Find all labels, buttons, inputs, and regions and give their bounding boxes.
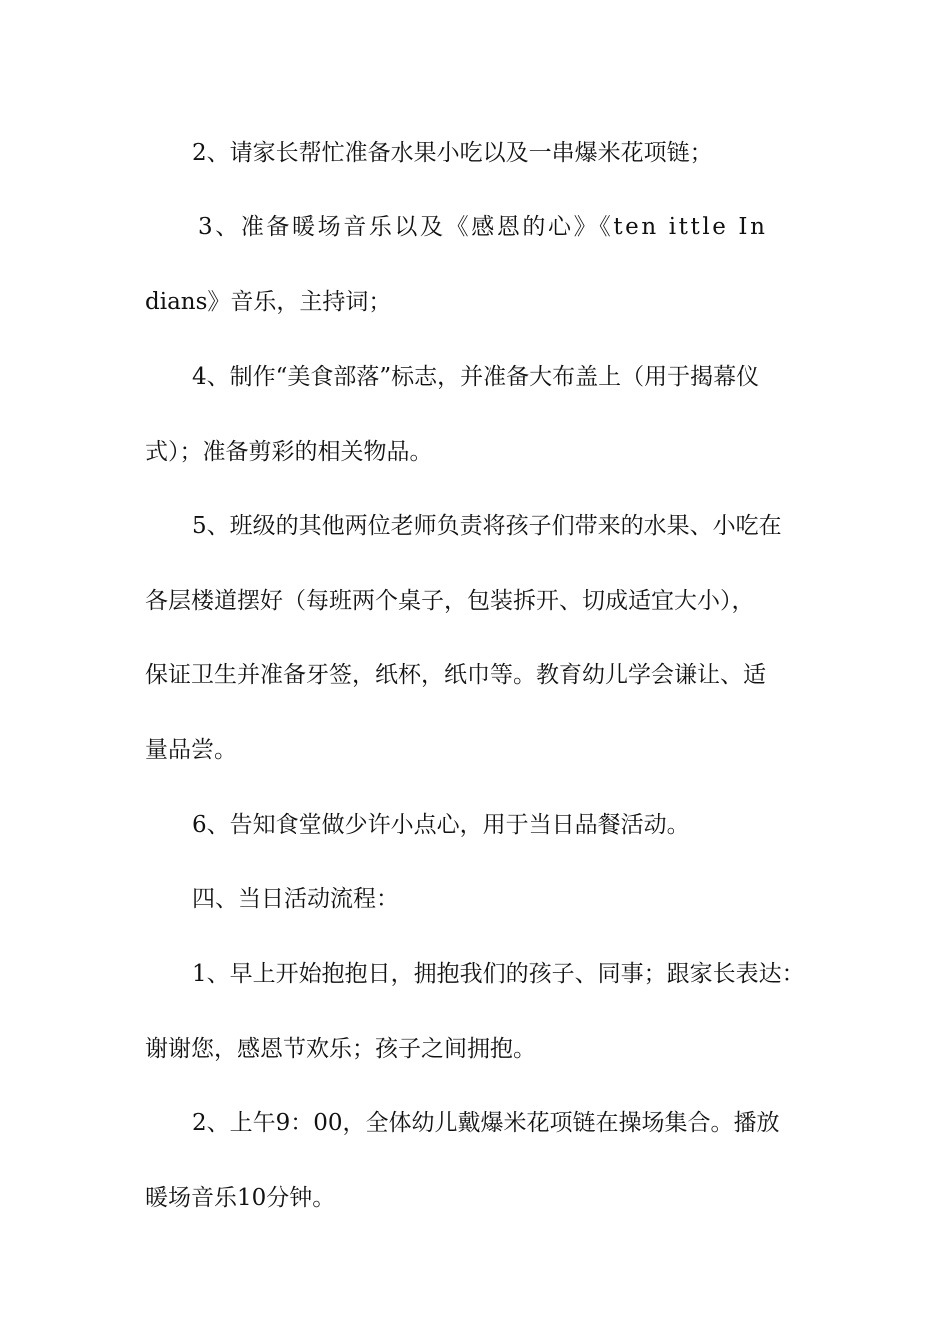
paragraph-line: 2、上午9：00，全体幼儿戴爆米花项链在操场集合。播放 xyxy=(192,1110,780,1136)
section-heading: 四、当日活动流程： xyxy=(192,886,399,912)
paragraph-line: 5、班级的其他两位老师负责将孩子们带来的水果、小吃在 xyxy=(192,513,782,539)
paragraph-line: 4、制作“美食部落”标志，并准备大布盖上（用于揭幕仪 xyxy=(192,364,760,390)
paragraph-line: dians》音乐，主持词； xyxy=(145,289,392,315)
paragraph-line: 暖场音乐10分钟。 xyxy=(145,1185,336,1211)
paragraph-line: 式）；准备剪彩的相关物品。 xyxy=(145,439,433,465)
paragraph-line: 1、早上开始抱抱日，拥抱我们的孩子、同事；跟家长表达： xyxy=(192,961,805,987)
paragraph-line: 各层楼道摆好（每班两个桌子，包装拆开、切成适宜大小）， xyxy=(145,588,755,614)
paragraph-line: 保证卫生并准备牙签，纸杯，纸巾等。教育幼儿学会谦让、适 xyxy=(145,662,766,688)
paragraph-line: 谢谢您，感恩节欢乐；孩子之间拥抱。 xyxy=(145,1036,536,1062)
paragraph-line: 量品尝。 xyxy=(145,737,237,763)
paragraph-line: 2、请家长帮忙准备水果小吃以及一串爆米花项链； xyxy=(192,140,713,166)
paragraph-line: 3、准备暖场音乐以及《感恩的心》《ten ittle In xyxy=(198,214,768,240)
paragraph-line: 6、告知食堂做少许小点心，用于当日品餐活动。 xyxy=(192,812,690,838)
